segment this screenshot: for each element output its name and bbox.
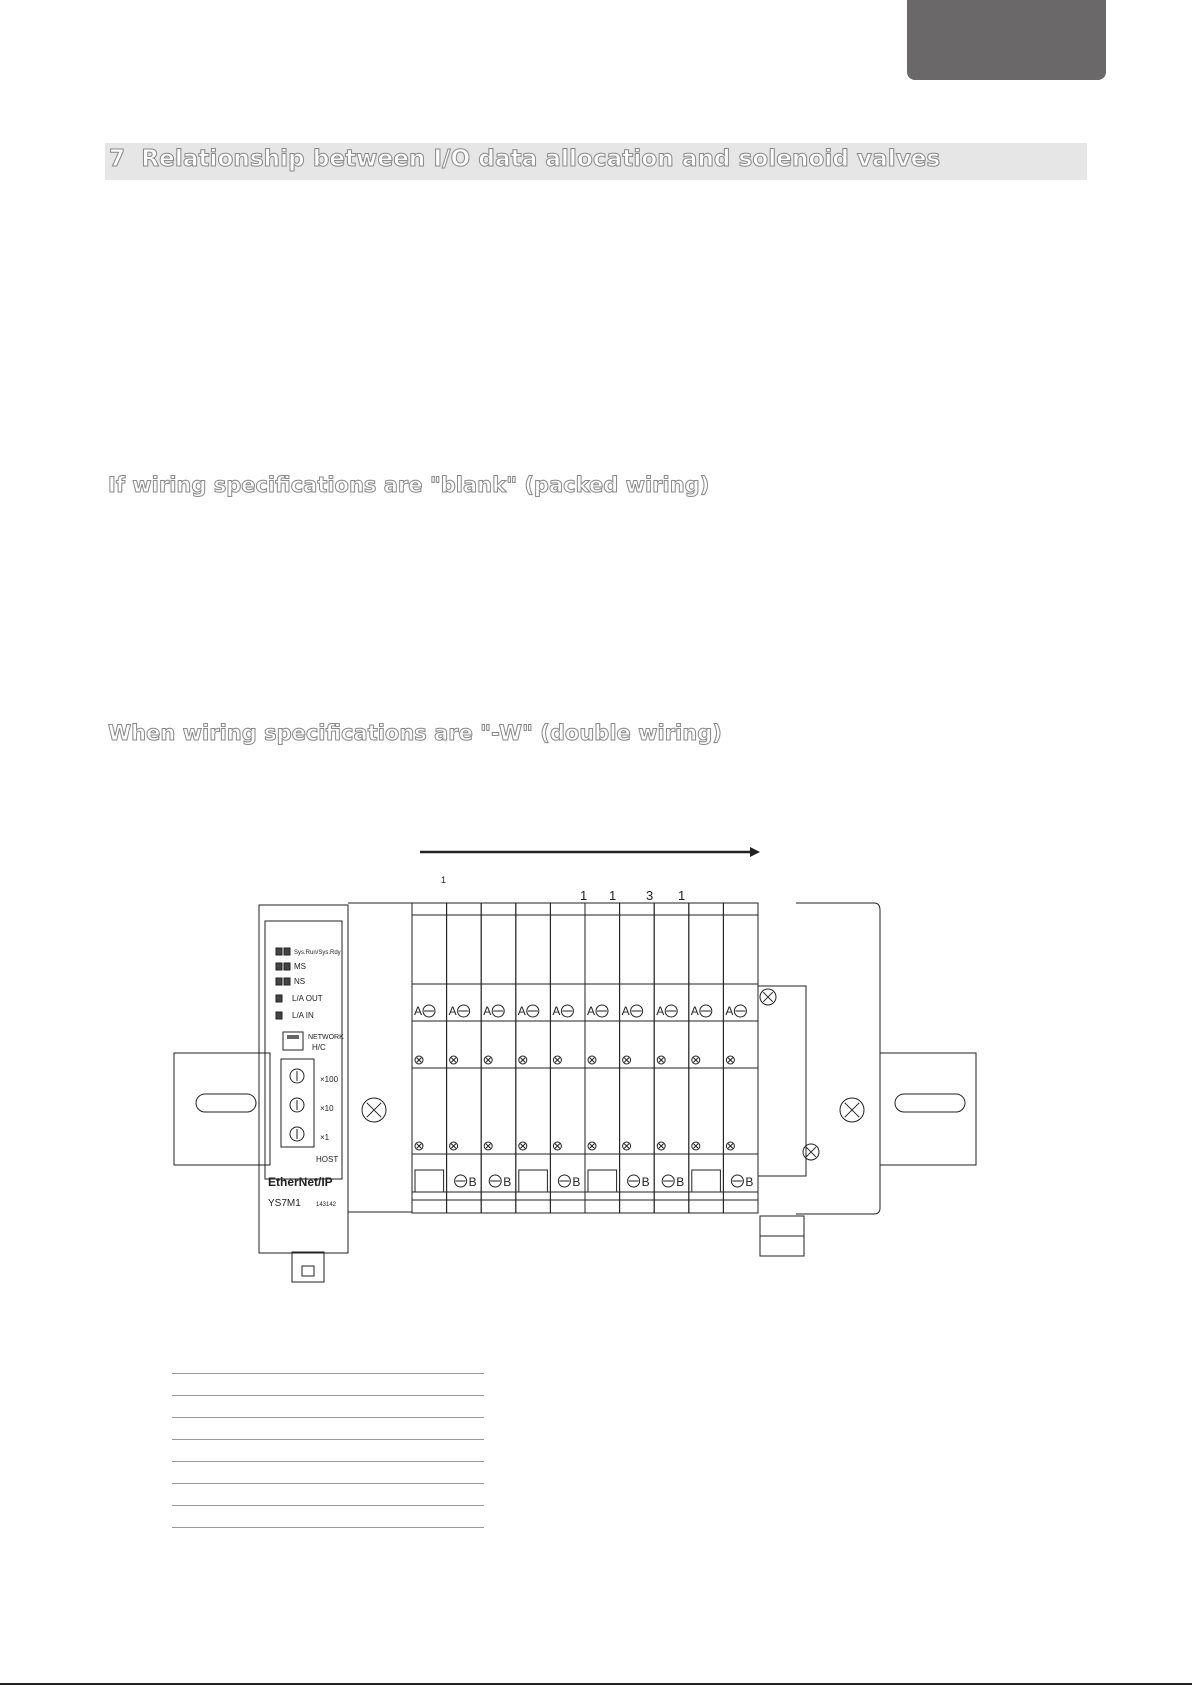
din-rail-left xyxy=(174,1053,270,1165)
rotary-label-0: ×100 xyxy=(320,1075,339,1084)
table-row xyxy=(172,1462,484,1484)
led-3 xyxy=(276,995,282,1002)
led-0-b xyxy=(284,948,290,955)
station-7-b-label: B xyxy=(641,1175,650,1189)
led-0 xyxy=(276,948,282,955)
din-rail-right xyxy=(880,1053,976,1165)
led-1-b xyxy=(284,963,290,970)
network-switch xyxy=(283,1032,303,1050)
station-9-blank-plate xyxy=(692,1170,721,1192)
station-1-blank-plate xyxy=(415,1170,444,1192)
table-row xyxy=(172,1418,484,1440)
hc-label: H/C xyxy=(312,1043,326,1052)
end-plate-left xyxy=(348,903,412,1212)
station-8-a-label: A xyxy=(656,1004,665,1018)
rotary-label-1: ×10 xyxy=(320,1104,334,1113)
station-count-label-3: 1 xyxy=(678,888,686,903)
chapter-tab xyxy=(907,0,1106,80)
direction-arrow-head xyxy=(750,847,760,857)
station-10-b-label: B xyxy=(745,1175,754,1189)
led-label-4: L/A IN xyxy=(292,1011,314,1020)
model-label: YS7M1 xyxy=(268,1198,301,1209)
led-label-2: NS xyxy=(294,977,306,986)
station-3-a-label: A xyxy=(483,1004,492,1018)
station-count-label-2: 3 xyxy=(646,888,654,903)
table-row xyxy=(172,1352,484,1374)
station-count-label-1: 1 xyxy=(609,888,617,903)
end-plate-right xyxy=(796,903,880,1214)
network-label: NETWORK xyxy=(308,1034,344,1041)
led-label-1: MS xyxy=(294,962,306,971)
section-number: 7 xyxy=(109,146,126,172)
led-2-b xyxy=(284,978,290,985)
io-allocation-table xyxy=(172,1352,484,1528)
table-row xyxy=(172,1506,484,1528)
station-2-a-label: A xyxy=(448,1004,457,1018)
station-count-label-0: 1 xyxy=(580,888,588,903)
host-label: HOST xyxy=(316,1155,339,1164)
serial-label: 143142 xyxy=(316,1202,337,1208)
manifold-diagram xyxy=(168,836,988,1306)
station-1-a-label: A xyxy=(414,1004,423,1018)
table-row xyxy=(172,1440,484,1462)
heading-packed-wiring: If wiring specifications are "blank" (packed wiring) xyxy=(108,473,710,497)
arrow-start-label: 1 xyxy=(441,875,447,885)
end-plate-right-body xyxy=(758,986,806,1176)
controller-connector-pin xyxy=(302,1266,314,1276)
station-7-a-label: A xyxy=(621,1004,630,1018)
controller-connector xyxy=(292,1252,324,1282)
led-1 xyxy=(276,963,282,970)
din-rail-left-slot xyxy=(196,1094,256,1112)
station-9-a-label: A xyxy=(690,1004,699,1018)
station-6-blank-plate xyxy=(588,1170,617,1192)
brand-label: EtherNet/IP xyxy=(268,1175,333,1189)
station-10-a-label: A xyxy=(725,1004,734,1018)
table-row xyxy=(172,1374,484,1396)
station-2-b-label: B xyxy=(468,1175,477,1189)
heading-double-wiring: When wiring specifications are "-W" (double wiring) xyxy=(108,721,722,745)
station-8-b-label: B xyxy=(676,1175,685,1189)
rotary-label-2: ×1 xyxy=(320,1133,330,1142)
station-6-a-label: A xyxy=(587,1004,596,1018)
table-row xyxy=(172,1396,484,1418)
section-title xyxy=(109,146,940,172)
led-label-0: Sys.Run/Sys.Rdy xyxy=(294,950,341,956)
din-rail-right-slot xyxy=(895,1094,965,1112)
led-2 xyxy=(276,978,282,985)
network-switch-lever xyxy=(287,1035,299,1039)
station-3-b-label: B xyxy=(503,1175,512,1189)
station-4-blank-plate xyxy=(519,1170,548,1192)
led-label-3: L/A OUT xyxy=(292,994,323,1003)
led-4 xyxy=(276,1012,282,1019)
station-5-a-label: A xyxy=(552,1004,561,1018)
table-row xyxy=(172,1484,484,1506)
station-4-a-label: A xyxy=(517,1004,526,1018)
station-5-b-label: B xyxy=(572,1175,581,1189)
section-title-text: Relationship between I/O data allocation and solenoid valves xyxy=(141,146,941,172)
